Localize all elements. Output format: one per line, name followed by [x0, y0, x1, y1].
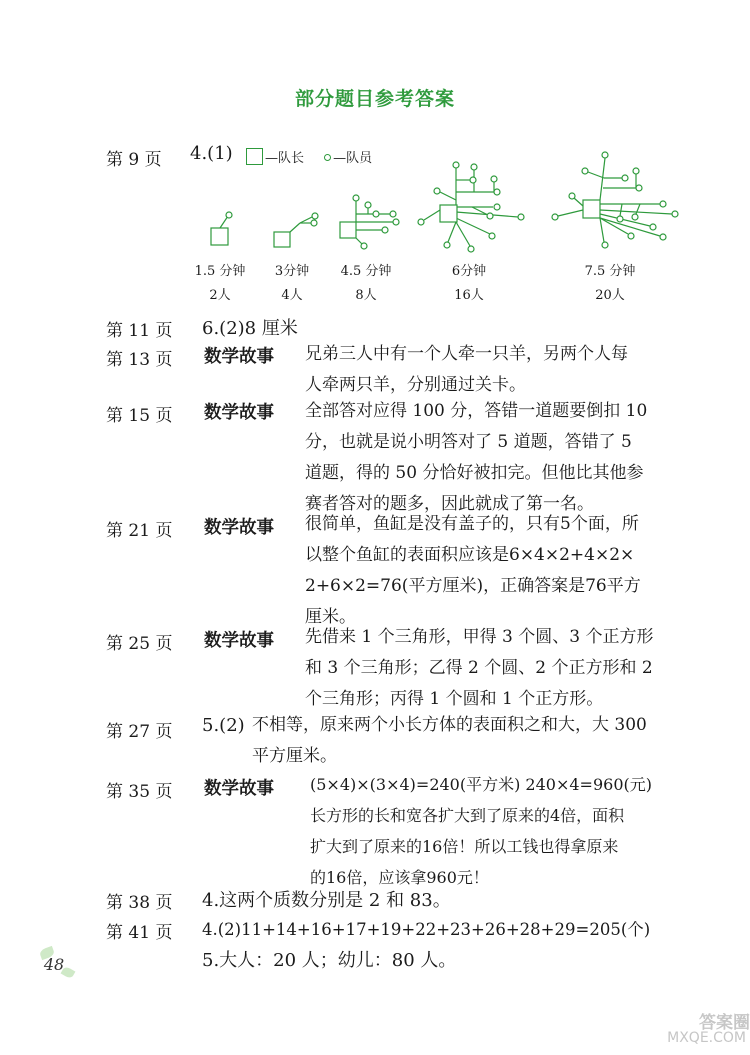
page-ref-9: 第 9 页: [106, 150, 162, 170]
story-label-15: 数学故事: [204, 403, 274, 423]
page-ref-27: 第 27 页: [106, 722, 173, 742]
legend-member-text: —队员: [333, 151, 373, 166]
caption-people-4: 16人: [454, 288, 484, 303]
tree-7-5min: [552, 152, 678, 248]
page-title: 部分题目参考答案: [294, 88, 455, 110]
page-ref-21: 第 21 页: [106, 521, 173, 541]
caption-time-5: 7.5 分钟: [584, 264, 636, 279]
answer-line: 扩大到了原来的16倍！所以工钱也得拿原来: [310, 837, 619, 856]
caption-people-2: 4人: [281, 288, 303, 303]
page-ref-25: 第 25 页: [106, 634, 173, 654]
answer-15: [305, 396, 647, 520]
answer-line: 人牵两只羊，分别通过关卡。: [305, 375, 526, 395]
page-ref-38: 第 38 页: [106, 893, 173, 913]
caption-time-4: 6分钟: [451, 264, 487, 279]
answer-line: (5×4)×(3×4)=240(平方米) 240×4=960(元): [310, 775, 652, 794]
answer-41-q4: 4.(2)11+14+16+17+19+22+23+26+28+29=205(个): [202, 920, 651, 939]
answer-21: [305, 509, 641, 633]
question-label-27: 5.(2): [202, 715, 245, 736]
answer-line: 平方厘米。: [252, 746, 337, 766]
answer-line: 厘米。: [305, 607, 356, 627]
tree-4-5min: [340, 195, 399, 249]
answer-line: 个三角形；丙得 1 个圆和 1 个正方形。: [305, 689, 604, 709]
answer-line: 很简单，鱼缸是没有盖子的，只有5个面，所: [305, 514, 639, 534]
page-ref-11: 第 11 页: [106, 321, 173, 341]
legend-leader-text: —队长: [265, 151, 305, 166]
answer-line: 道题，得的 50 分恰好被扣完。但他比其他参: [305, 463, 644, 483]
answer-27: [252, 710, 647, 772]
answer-35: [310, 769, 652, 893]
watermark-logo: 答案圈: [699, 1013, 750, 1033]
answer-line: 赛者答对的题多，因此就成了第一名。: [305, 494, 594, 514]
caption-people-3: 8人: [355, 288, 377, 303]
page-ref-41: 第 41 页: [106, 923, 173, 943]
answer-11: 6.(2)8 厘米: [202, 318, 298, 339]
watermark-site: MXQE.COM: [667, 1030, 746, 1046]
page-number: 48: [43, 954, 65, 974]
answer-line: 以整个鱼缸的表面积应该是6×4×2+4×2×: [305, 545, 635, 565]
caption-time-2: 3分钟: [274, 264, 310, 279]
story-label-35: 数学故事: [204, 779, 274, 799]
answer-13: [305, 339, 628, 401]
caption-time-1: 1.5 分钟: [194, 264, 246, 279]
answer-25: [305, 622, 653, 715]
question-label-9: 4.(1): [190, 143, 233, 164]
answer-line: 和 3 个三角形；乙得 2 个圆、2 个正方形和 2: [305, 658, 653, 678]
answer-41-q5: 5.大人：20 人；幼儿：80 人。: [202, 950, 457, 971]
caption-people-5: 20人: [595, 288, 625, 303]
page-ref-15: 第 15 页: [106, 406, 173, 426]
story-label-25: 数学故事: [204, 631, 274, 651]
page-ref-35: 第 35 页: [106, 782, 173, 802]
answer-38: 4.这两个质数分别是 2 和 83。: [202, 890, 451, 911]
tree-1-5min: [211, 212, 232, 245]
caption-people-1: 2人: [209, 288, 231, 303]
caption-time-3: 4.5 分钟: [340, 264, 392, 279]
answer-line: 全部答对应得 100 分，答错一道题要倒扣 10: [305, 401, 648, 421]
story-label-13: 数学故事: [204, 347, 274, 367]
answer-line: 长方形的长和宽各扩大到了原来的4倍，面积: [310, 806, 625, 825]
answer-line: 兄弟三人中有一个人牵一只羊，另两个人每: [305, 344, 628, 364]
story-label-21: 数学故事: [204, 518, 274, 538]
tree-3min: [274, 213, 318, 247]
page-ref-13: 第 13 页: [106, 350, 173, 370]
answer-line: 2+6×2=76(平方厘米)，正确答案是76平方: [305, 576, 641, 596]
answer-line: 分，也就是说小明答对了 5 道题，答错了 5: [305, 432, 632, 452]
tree-6min: [418, 162, 524, 252]
answer-line: 不相等，原来两个小长方体的表面积之和大，大 300: [252, 715, 647, 735]
answer-line: 的16倍，应该拿960元！: [310, 868, 489, 887]
answer-line: 先借来 1 个三角形，甲得 3 个圆、3 个正方形: [305, 627, 654, 647]
